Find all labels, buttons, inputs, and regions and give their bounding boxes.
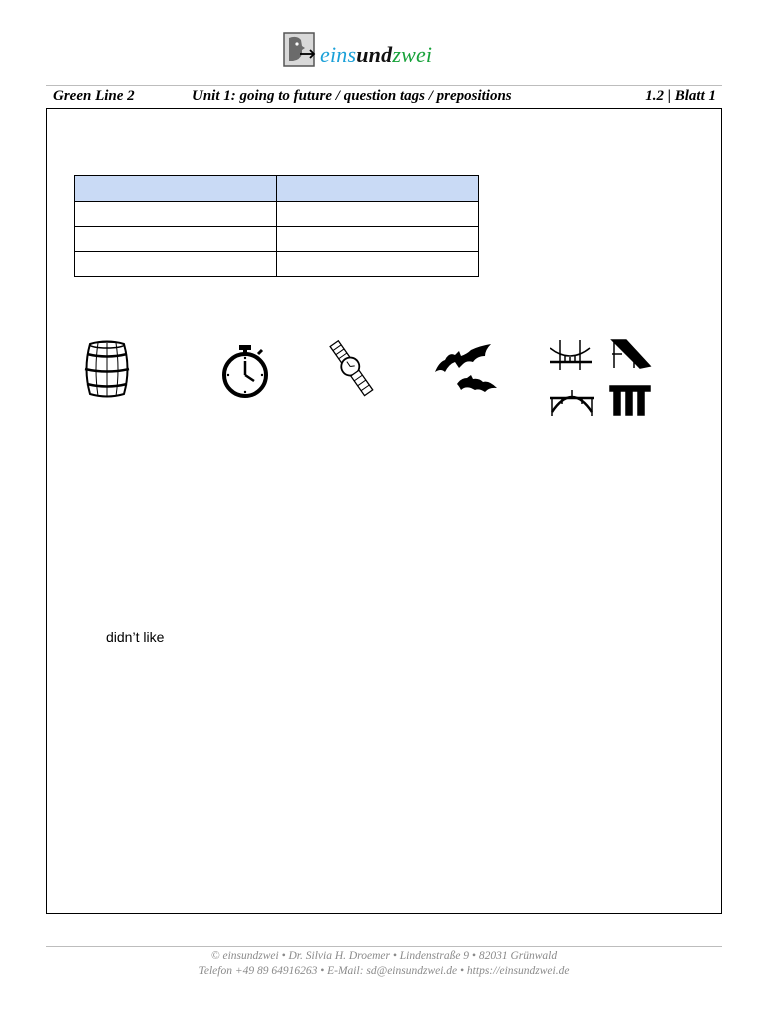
header-divider: [46, 85, 722, 86]
table-row: [75, 252, 479, 277]
footer-contact: Telefon +49 89 64916263 • E-Mail: sd@einsundzwei.de • https://einsundzwei.de: [198, 965, 570, 977]
face-arrow-logo-icon: [283, 32, 319, 68]
table-cell[interactable]: [75, 227, 277, 252]
header-unit-title: Unit 1: going to future / question tags / prepositions: [192, 88, 512, 104]
table-cell[interactable]: [75, 252, 277, 277]
bridges-icon: [550, 338, 654, 423]
barrel-icon: [82, 340, 132, 403]
exercise-table: [74, 175, 479, 277]
table-header-row: [75, 176, 479, 202]
stopwatch-icon: [220, 344, 270, 404]
logo-part-zwei: zwei: [392, 42, 433, 67]
header-book-title: Green Line 2: [53, 88, 135, 104]
table-cell[interactable]: [277, 202, 479, 227]
bats-icon: [433, 342, 501, 405]
table-cell[interactable]: [277, 227, 479, 252]
table-cell[interactable]: [75, 202, 277, 227]
brand-logo: [283, 28, 432, 68]
logo-part-eins: eins: [320, 42, 357, 67]
footer-divider: [46, 946, 722, 947]
wristwatch-icon: [326, 338, 378, 405]
logo-wordmark: [320, 44, 432, 66]
table-cell[interactable]: [277, 176, 479, 202]
table-row: [75, 227, 479, 252]
table-cell[interactable]: [277, 252, 479, 277]
footer-address: © einsundzwei • Dr. Silvia H. Droemer • Lindenstraße 9 • 82031 Grünwald: [210, 950, 558, 962]
table-row: [75, 202, 479, 227]
worksheet-header: [53, 88, 716, 108]
logo-part-und: und: [356, 42, 393, 67]
table-cell[interactable]: [75, 176, 277, 202]
header-sheet-number: 1.2 | Blatt 1: [645, 88, 716, 104]
answer-text: didn’t like: [106, 629, 165, 645]
